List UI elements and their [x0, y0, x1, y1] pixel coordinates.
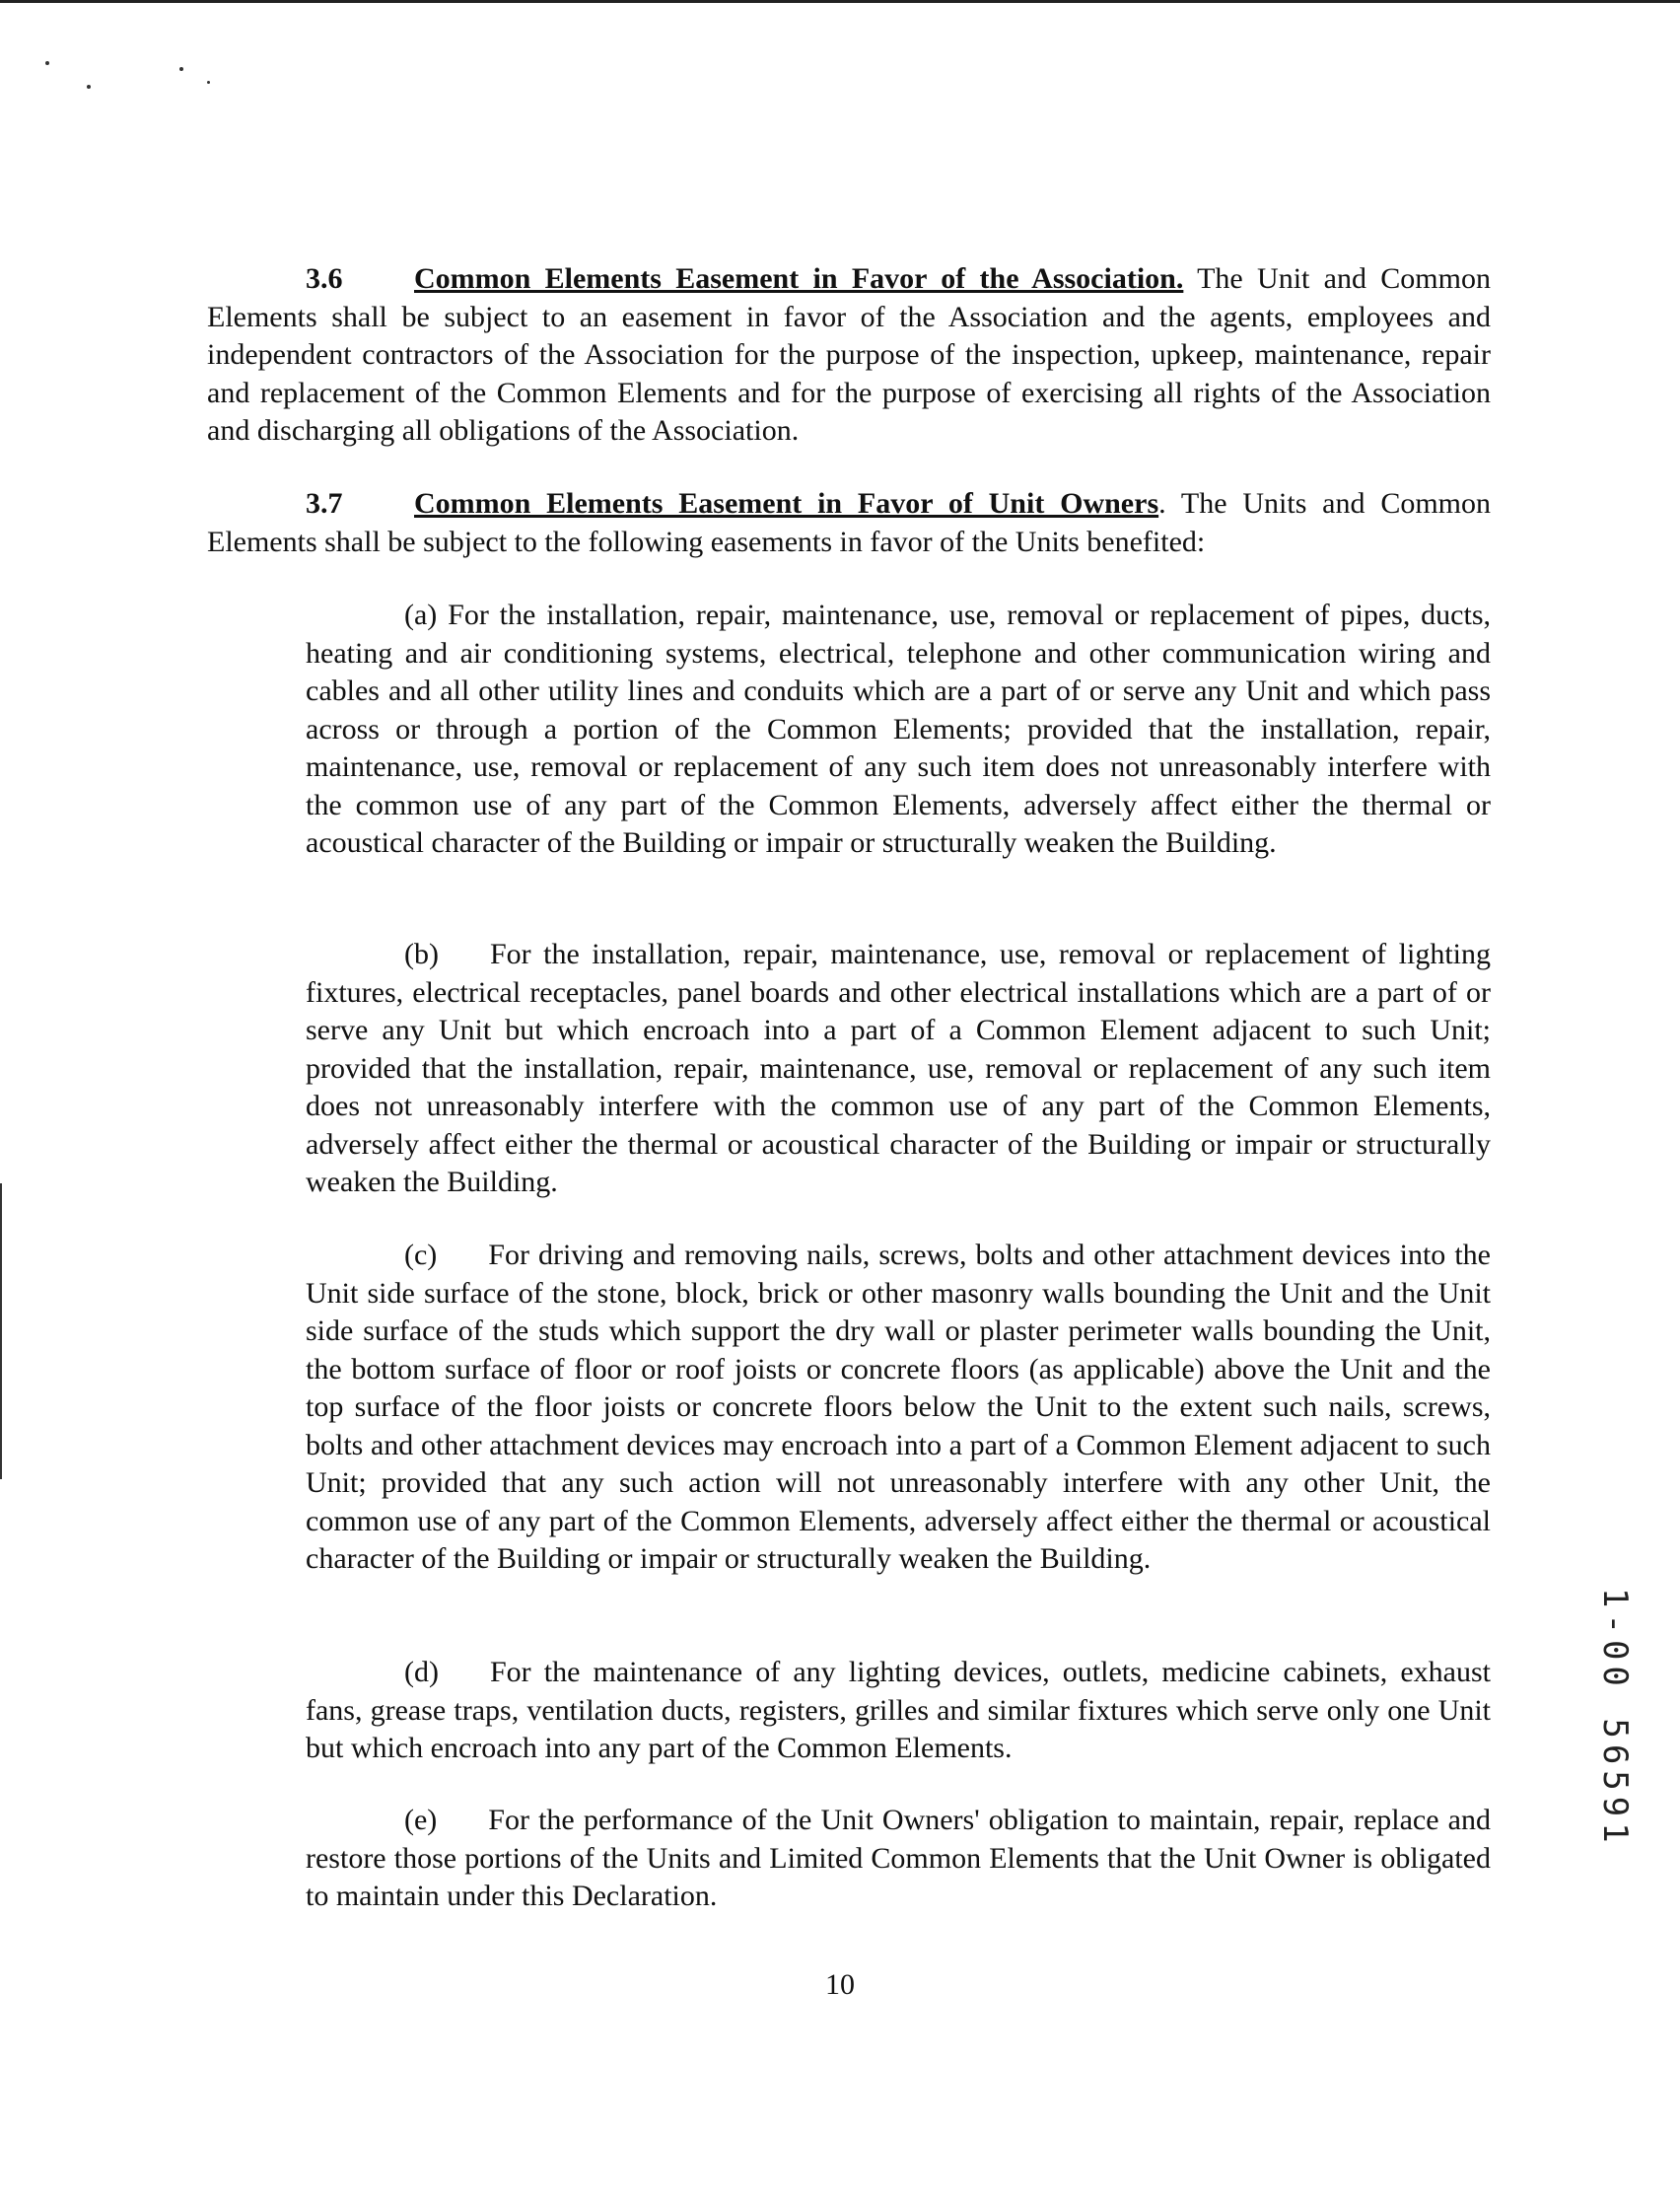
section-body: . The Units and Common Elements shall be subject to the following easements in favor of the Units benefited: — [207, 487, 1491, 558]
easement-item-c — [306, 1237, 1491, 1579]
stamp-number: 1-00 56591 — [1595, 1588, 1635, 1849]
easement-item-b — [306, 936, 1491, 1202]
page-number: 10 — [825, 1968, 855, 2001]
section-body: The Unit and Common Elements shall be subject to an easement in favor of the Association and the agents, employees and independent contractors of the Association for the purpose of the inspection, upkeep, maintenance, repair and replacement of the Common Elements and for the purpose of exercising all rights of the Association and discharging all obligations of the Association. — [207, 262, 1491, 447]
item-label: (b) — [404, 938, 439, 970]
item-text: For driving and removing nails, screws, bolts and other attachment devices into the Unit side surface of the stone, block, brick or other masonry walls bounding the Unit and the Unit side surface of the studs which support the dry wall or plaster perimeter walls bounding the Unit, the bottom surface of floor or roof joists or concrete floors (as applicable) above the Unit and the top surface of the floor joists or concrete floors below the Unit to the extent such nails, screws, bolts and other attachment devices may encroach into a part of a Common Element adjacent to such Unit; provided that any such action will not unreasonably interfere with any other Unit, the common use of any part of the Common Elements, adversely affect either the thermal or acoustical character of the Building or impair or structurally weaken the Building. — [306, 1239, 1491, 1575]
easement-item-e — [306, 1802, 1491, 1916]
item-label: (e) — [404, 1804, 438, 1836]
section-number: 3.6 — [306, 262, 343, 295]
scan-speck — [45, 61, 49, 65]
scan-speck — [179, 67, 183, 71]
item-label: (a) — [404, 599, 438, 631]
item-text: For the maintenance of any lighting devices, outlets, medicine cabinets, exhaust fans, grease traps, ventilation ducts, registers, grilles and similar fixtures which serve only one Unit but which encroach into any part of the Common Elements. — [306, 1656, 1491, 1764]
item-label: (c) — [404, 1239, 438, 1271]
easement-item-a — [306, 597, 1491, 863]
scan-top-border — [0, 0, 1680, 3]
item-text: For the performance of the Unit Owners' obligation to maintain, repair, replace and restore those portions of the Units and Limited Common Elements that the Unit Owner is obligated to maintain under this Declaration. — [306, 1804, 1491, 1912]
scan-speck — [87, 85, 91, 89]
section-3-7 — [207, 485, 1491, 561]
document-stamp — [1595, 1588, 1664, 1849]
easement-item-d — [306, 1654, 1491, 1768]
section-3-6 — [207, 260, 1491, 451]
item-text: For the installation, repair, maintenance, use, removal or replacement of lighting fixtures, electrical receptacles, panel boards and other electrical installations which are a part of or serve any Unit but which encroach into a part of a Common Element adjacent to such Unit; provided that the installation, repair, maintenance, use, removal or replacement of any such item does not unreasonably interfere with the common use of any part of the Common Elements, adversely affect either the thermal or acoustical character of the Building or impair or structurally weaken the Building. — [306, 938, 1491, 1198]
scan-speck — [207, 81, 210, 84]
section-number: 3.7 — [306, 487, 343, 520]
scan-left-edge-mark — [0, 1183, 2, 1479]
item-text: For the installation, repair, maintenance, use, removal or replacement of pipes, ducts, heating and air conditioning systems, electrical, telephone and other communication wiring and cables and all other utility lines and conduits which are a part of or serve any Unit and which pass across or through a portion of the Common Elements; provided that the installation, repair, maintenance, use, removal or replacement of any such item does not unreasonably interfere with the common use of any part of the Common Elements, adversely affect either the thermal or acoustical character of the Building or impair or structurally weaken the Building. — [306, 599, 1492, 859]
section-title: Common Elements Easement in Favor of Unit Owners — [414, 487, 1159, 520]
section-title: Common Elements Easement in Favor of the Association. — [414, 262, 1184, 295]
item-label: (d) — [404, 1656, 439, 1688]
